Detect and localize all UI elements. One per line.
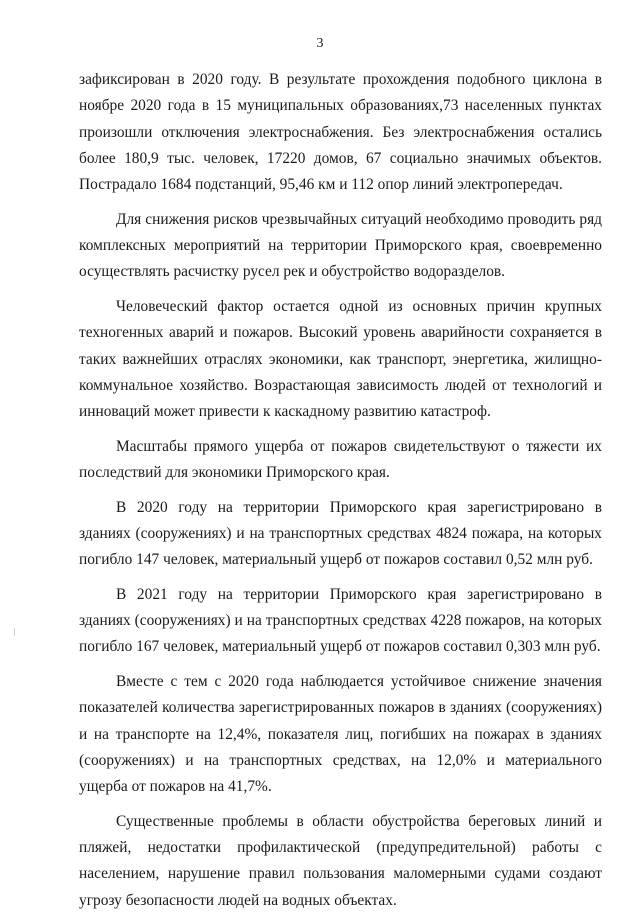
scan-margin-mark	[14, 628, 15, 636]
document-body	[79, 67, 602, 922]
paragraph-human-factor: Человеческий фактор остается одной из основных причин крупных техногенных аварий и пожаров. Высокий уровень аварийности сохраняется в таких важнейших отраслях экономики, как транспорт, энергетика, жилищно-коммунальное хозяйство. Возрастающая зависимость людей от технологий и инноваций может привести к каскадному развитию катастроф.	[79, 297, 602, 421]
paragraph-fire-decrease: Вместе с тем с 2020 года наблюдается устойчивое снижение значения показателей количества зарегистрированных пожаров в зданиях (сооружениях) и на транспорте на 12,4%, показателя лиц, погибших на пожарах в зданиях (сооружениях) и на транспортных средствах, на 12,0% и материального ущерба от пожаров на 41,7%.	[79, 673, 602, 796]
paragraph-fires-2020: В 2020 году на территории Приморского края зарегистрировано в зданиях (сооружениях) и на транспортных средствах 4824 пожара, на которых погибло 147 человек, материальный ущерб от пожаров составил 0,52 млн руб.	[79, 498, 602, 569]
paragraph-fires-2021: В 2021 году на территории Приморского края зарегистрировано в зданиях (сооружениях) и на транспортных средствах 4228 пожаров, на которых погибло 167 человек, материальный ущерб от пожаров составил 0,303 млн руб.	[79, 585, 602, 656]
paragraph-risk-reduction: Для снижения рисков чрезвычайных ситуаций необходимо проводить ряд комплексных мероприятий на территории Приморского края, своевременно осуществлять расчистку русел рек и обустройство водоразделов.	[79, 210, 602, 281]
paragraph-power-outage: зафиксирован в 2020 году. В результате прохождения подобного циклона в ноябре 2020 года в 15 муниципальных образованиях,73 населенных пунктах произошли отключения электроснабжения. Без электроснабжения остались более 180,9 тыс. человек, 17220 домов, 67 социально значимых объектов. Пострадало 1684 подстанций, 95,46 км и 112 опор линий электропередач.	[79, 71, 602, 194]
paragraph-water-safety: Существенные проблемы в области обустройства береговых линий и пляжей, недостатки профилактической (предупредительной) работы с населением, нарушение правил пользования маломерными судами создают угрозу безопасности людей на водных объектах.	[79, 812, 602, 909]
paragraph-fire-damage-scale: Масштабы прямого ущерба от пожаров свидетельствуют о тяжести их последствий для экономики Приморского края.	[79, 437, 602, 482]
page-number: 3	[316, 36, 324, 51]
